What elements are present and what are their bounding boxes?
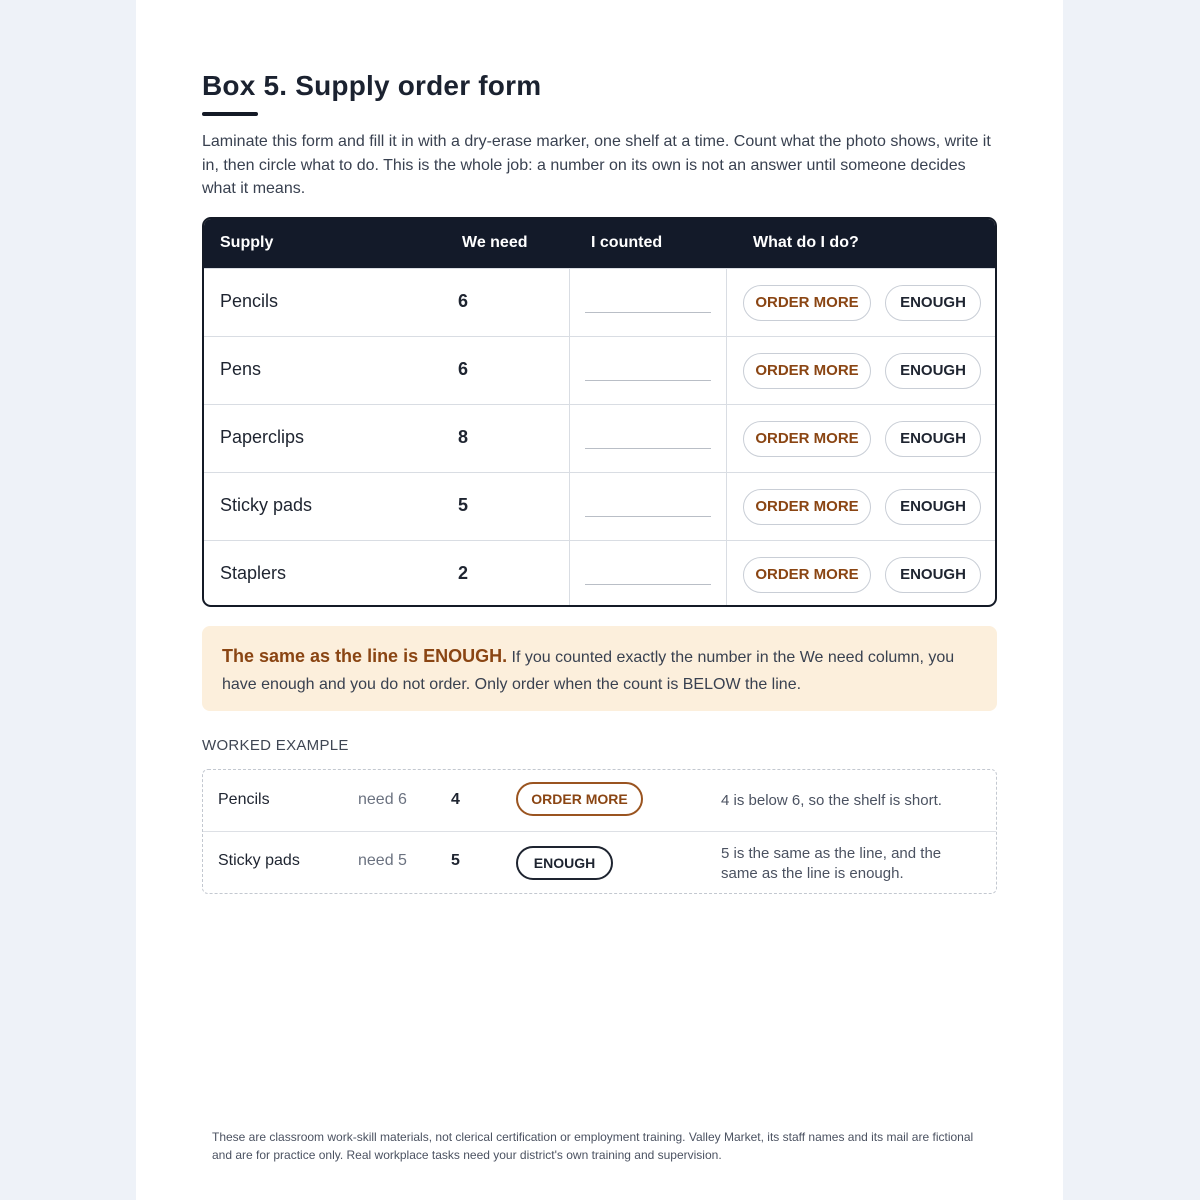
supply-name: Sticky pads [220, 495, 313, 515]
callout-text: If you counted exactly the number in the We need column, you have enough and you do not order. Only order when the count is BELOW the line. [222, 649, 955, 693]
enough-button[interactable]: ENOUGH [885, 421, 981, 457]
need-amount: 8 [457, 427, 468, 447]
circled-enough: ENOUGH [516, 846, 613, 880]
worked-example-row [203, 770, 996, 832]
need-amount: 2 [457, 563, 468, 583]
table-header [204, 219, 995, 268]
counted-cell[interactable] [569, 337, 727, 404]
worked-need: need 6 [358, 791, 407, 808]
enough-button[interactable]: ENOUGH [885, 489, 981, 525]
worked-need: need 5 [358, 852, 407, 869]
table-row [204, 404, 995, 472]
table-row [204, 472, 995, 540]
counted-cell[interactable] [569, 405, 727, 472]
write-in-line [585, 448, 711, 449]
worked-supply: Sticky pads [218, 852, 300, 869]
enough-rule-callout [202, 626, 997, 711]
counted-cell[interactable] [569, 473, 727, 540]
worksheet-page [136, 0, 1063, 1200]
worked-example-box [202, 769, 997, 894]
header-supply: Supply [220, 234, 274, 251]
supply-name: Staplers [220, 563, 287, 583]
worked-supply: Pencils [218, 791, 270, 808]
order-more-button[interactable]: ORDER MORE [743, 353, 871, 389]
order-more-button[interactable]: ORDER MORE [743, 421, 871, 457]
footer-disclaimer: These are classroom work-skill materials, not clerical certification or employment training. Valley Market, its staff names and its mail are fictional and are for practice only. Real workplace tasks need your district's own training and supervision. [212, 1130, 974, 1162]
write-in-line [585, 380, 711, 381]
write-in-line [585, 312, 711, 313]
order-more-button[interactable]: ORDER MORE [743, 285, 871, 321]
need-amount: 6 [457, 291, 468, 311]
enough-button[interactable]: ENOUGH [885, 353, 981, 389]
table-row [204, 540, 995, 607]
supply-name: Pens [220, 359, 262, 379]
counted-cell[interactable] [569, 269, 727, 336]
worked-example-row [203, 831, 996, 893]
enough-button[interactable]: ENOUGH [885, 557, 981, 593]
header-what-do-i-do: What do I do? [753, 234, 859, 251]
table-row [204, 268, 995, 336]
supply-order-table [202, 217, 997, 607]
worked-count: 4 [451, 791, 460, 808]
enough-button[interactable]: ENOUGH [885, 285, 981, 321]
order-more-button[interactable]: ORDER MORE [743, 489, 871, 525]
counted-cell[interactable] [569, 541, 727, 607]
supply-name: Paperclips [220, 427, 305, 447]
table-row [204, 336, 995, 404]
order-more-button[interactable]: ORDER MORE [743, 557, 871, 593]
header-i-counted: I counted [591, 234, 663, 251]
circled-order-more: ORDER MORE [516, 782, 643, 816]
title-underline [202, 112, 258, 116]
need-amount: 6 [457, 359, 468, 379]
worked-explanation: 4 is below 6, so the shelf is short. [721, 792, 942, 809]
callout-lead: The same as the line is ENOUGH. [222, 646, 508, 666]
write-in-line [585, 516, 711, 517]
write-in-line [585, 584, 711, 585]
header-we-need: We need [462, 234, 528, 251]
need-amount: 5 [457, 495, 468, 515]
intro-paragraph: Laminate this form and fill it in with a dry-erase marker, one shelf at a time. Count what the photo shows, write it in, then circle what to do. This is the whole job: a number on its own is not an answer until someone decides what it means. [202, 133, 991, 197]
supply-name: Pencils [220, 291, 279, 311]
page-title: Box 5. Supply order form [202, 70, 542, 101]
worked-example-label: WORKED EXAMPLE [202, 737, 349, 754]
worked-explanation: 5 is the same as the line, and the same as the line is enough. [721, 845, 942, 882]
worked-count: 5 [451, 852, 460, 869]
